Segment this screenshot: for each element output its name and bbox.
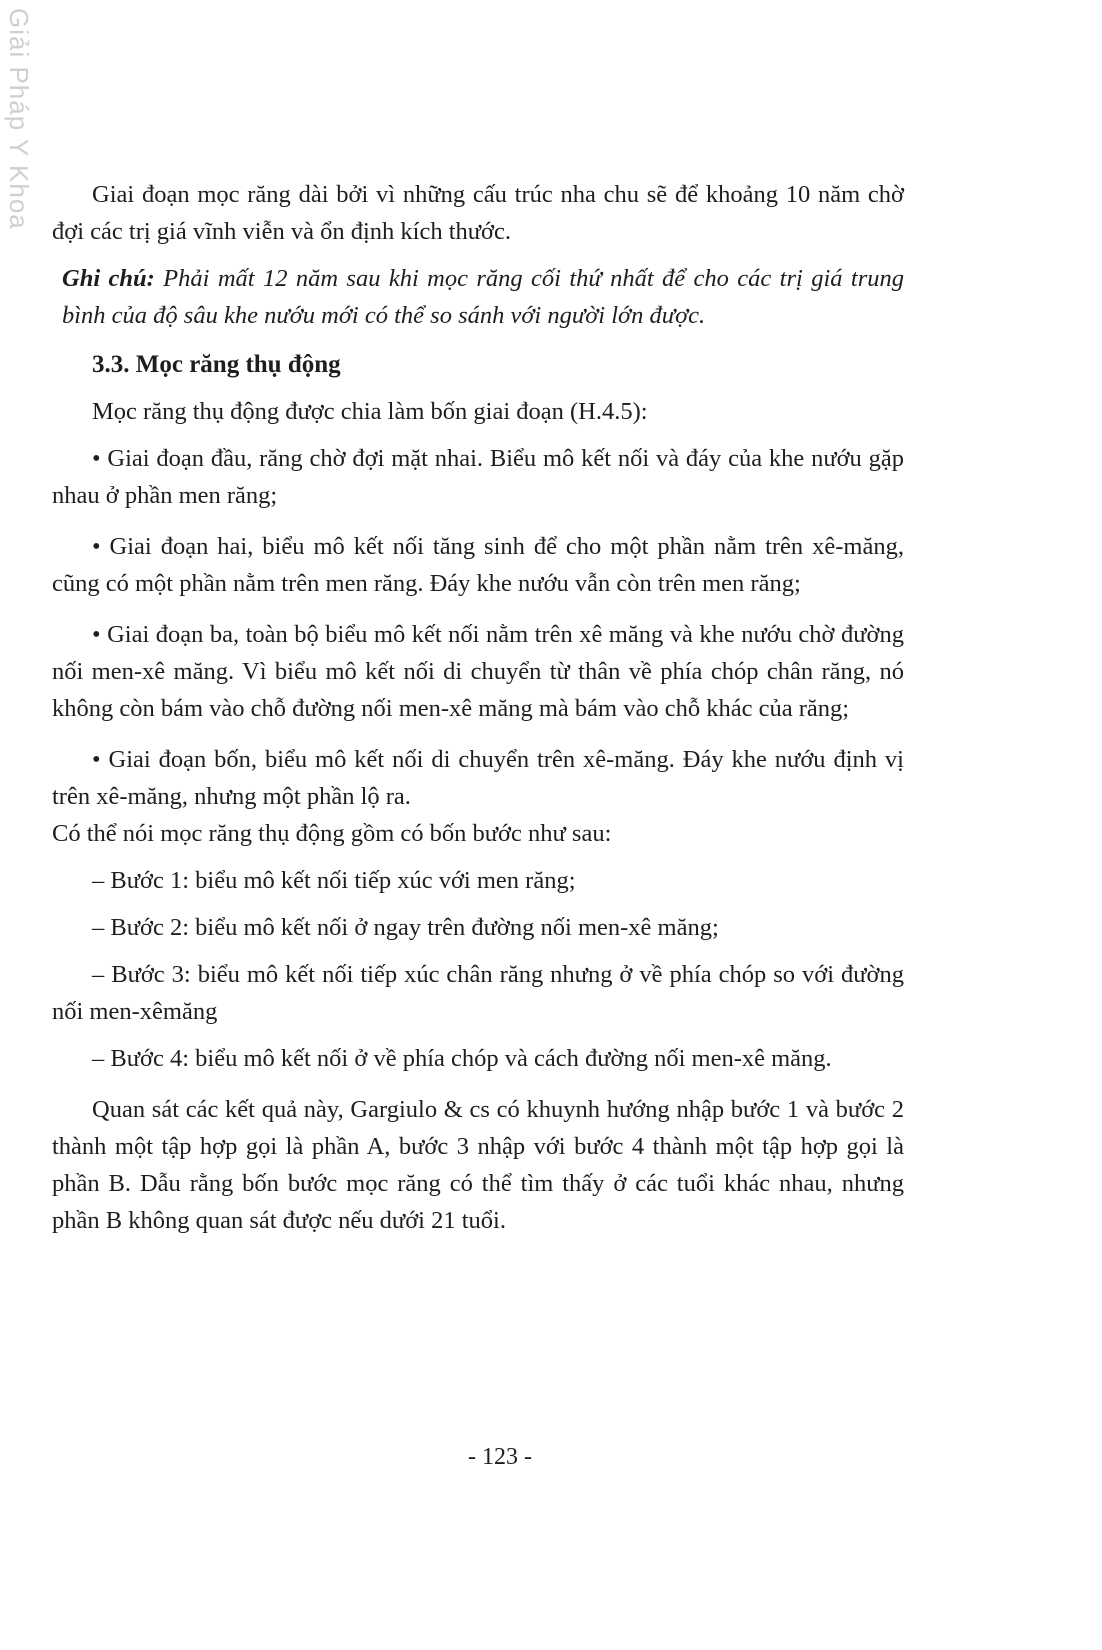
stage-2-paragraph: • Giai đoạn hai, biểu mô kết nối tăng sinh để cho một phần nằm trên xê-măng, cũng có một phần nằm trên men răng. Đáy khe nướu vẫn còn trên men răng;	[52, 533, 904, 597]
intro-paragraph: Giai đoạn mọc răng dài bởi vì những cấu trúc nha chu sẽ để khoảng 10 năm chờ đợi các trị giá vĩnh viễn và ổn định kích thước.	[52, 181, 904, 245]
watermark: Giải Pháp Y Khoa	[4, 8, 34, 230]
page-number: - 123 -	[468, 1444, 532, 1470]
step-1: – Bước 1: biểu mô kết nối tiếp xúc với men răng;	[92, 867, 576, 894]
stage-1-paragraph: • Giai đoạn đầu, răng chờ đợi mặt nhai. Biểu mô kết nối và đáy của khe nướu gặp nhau ở phần men răng;	[52, 445, 904, 509]
note-paragraph	[52, 260, 904, 334]
step-2: – Bước 2: biểu mô kết nối ở ngay trên đường nối men-xê măng;	[92, 914, 719, 941]
note-label: Ghi chú:	[62, 265, 155, 292]
stage-3-paragraph: • Giai đoạn ba, toàn bộ biểu mô kết nối nằm trên xê măng và khe nướu chờ đường nối men-xê măng. Vì biểu mô kết nối di chuyển từ thân về phía chóp chân răng, nó không còn bám vào chỗ đường nối men-xê măng mà bám vào chỗ khác của răng;	[52, 621, 904, 722]
conclusion-paragraph: Quan sát các kết quả này, Gargiulo & cs có khuynh hướng nhập bước 1 và bước 2 thành một tập hợp gọi là phần A, bước 3 nhập với bước 4 thành một tập hợp gọi là phần B. Dẫu rằng bốn bước mọc răng có thể tìm thấy ở các tuổi khác nhau, nhưng phần B không quan sát được nếu dưới 21 tuổi.	[52, 1096, 904, 1234]
step-3: – Bước 3: biểu mô kết nối tiếp xúc chân răng nhưng ở về phía chóp so với đường nối men-xêmăng	[52, 961, 904, 1025]
page-body	[52, 176, 904, 1239]
note-text: Phải mất 12 năm sau khi mọc răng cối thứ nhất để cho các trị giá trung bình của độ sâu khe nướu mới có thể so sánh với người lớn được.	[62, 265, 904, 329]
step-4: – Bước 4: biểu mô kết nối ở về phía chóp và cách đường nối men-xê măng.	[92, 1045, 832, 1072]
stage-4-paragraph: • Giai đoạn bốn, biểu mô kết nối di chuyển trên xê-măng. Đáy khe nướu định vị trên xê-măng, nhưng một phần lộ ra.	[52, 746, 904, 810]
steps-intro: Có thể nói mọc răng thụ động gồm có bốn bước như sau:	[52, 820, 612, 847]
section-heading: 3.3. Mọc răng thụ động	[92, 351, 341, 378]
lead-paragraph: Mọc răng thụ động được chia làm bốn giai đoạn (H.4.5):	[92, 398, 648, 425]
